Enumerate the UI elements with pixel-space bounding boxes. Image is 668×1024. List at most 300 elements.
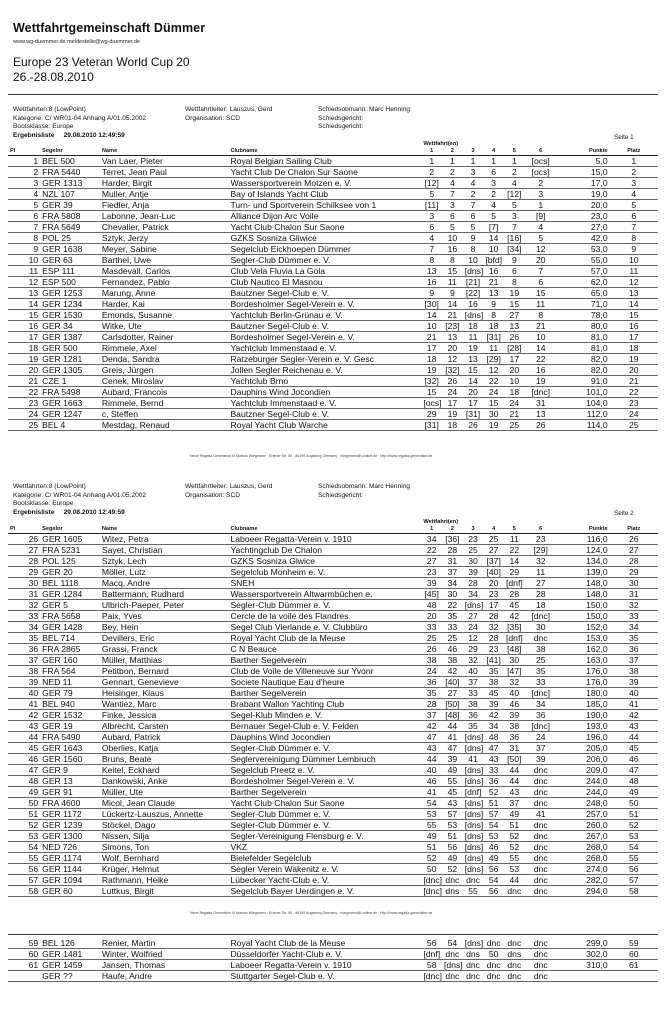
table-row <box>8 666 658 677</box>
sailor-name-cell: Rathmann, Heike <box>100 875 229 886</box>
sailor-name-cell: Finke, Jessica <box>100 710 229 721</box>
race-2-cell: 17 <box>442 398 463 409</box>
rank-cell: 7 <box>610 222 658 233</box>
sail-number-cell: GER 91 <box>40 787 100 798</box>
race-3-cell: 15 <box>463 365 484 376</box>
race-3-cell: 16 <box>463 299 484 310</box>
table-row <box>8 787 658 798</box>
race-3-cell: 10 <box>463 255 484 266</box>
race-3-cell: 3 <box>463 167 484 178</box>
race-6-cell: dnc <box>525 886 557 897</box>
race-5-cell: 52 <box>504 842 525 853</box>
race-3-cell: 14 <box>463 376 484 387</box>
race-2-cell: 12 <box>442 354 463 365</box>
points-cell: 80,0 <box>557 321 610 332</box>
club-cell: Royal Yacht Club de la Meuse <box>228 938 421 949</box>
race-3-cell: [dns] <box>464 798 484 808</box>
race-1-cell: [32] <box>421 376 442 387</box>
race-4-cell: 25 <box>483 534 504 545</box>
points-cell: 42,0 <box>557 233 610 244</box>
rank-cell: 40 <box>610 688 658 699</box>
rank-cell: 48 <box>610 776 658 787</box>
table-row <box>8 310 658 321</box>
place-cell: 34 <box>8 622 40 633</box>
race-3-cell: 1 <box>463 156 484 167</box>
race-3-cell: [22] <box>463 288 484 299</box>
results-table-3 <box>8 938 658 982</box>
race-6-cell: 35 <box>525 666 557 677</box>
place-cell: 53 <box>8 831 40 842</box>
race-1-cell: 13 <box>421 266 442 277</box>
column-header-place: Platz <box>610 525 658 534</box>
race-6-cell: [ocs] <box>525 156 557 167</box>
rank-cell: 47 <box>610 765 658 776</box>
race-5-cell: 6 <box>504 266 525 277</box>
points-cell: 267,0 <box>557 831 610 842</box>
race-6-cell: 37 <box>525 743 557 754</box>
sailor-name-cell: Barthel, Uwe <box>100 255 229 266</box>
race-3-cell: [dns] <box>464 820 484 830</box>
boatclass-info: Bootsklasse: Europe <box>13 500 74 508</box>
place-cell: 9 <box>8 244 40 255</box>
rank-cell: 38 <box>610 666 658 677</box>
race-6-cell: [9] <box>525 211 557 222</box>
race-1-cell: 18 <box>421 354 442 365</box>
software-footnote-2: Neue Regatta Generation III Markus Wiegmann · Erlener Str. 50 · 86199 Augsburg Germany · wiegmann@t-online.de · http://www.regatta-generation.de <box>190 911 433 915</box>
race-4-cell: [bfd] <box>485 255 503 265</box>
rank-cell: 13 <box>610 288 658 299</box>
race-4-cell: 30 <box>483 409 504 420</box>
race-1-cell: [dnc] <box>423 886 443 896</box>
points-cell: 65,0 <box>557 288 610 299</box>
race-6-cell: 12 <box>525 244 557 255</box>
rank-cell: 23 <box>610 398 658 409</box>
race-1-cell: 40 <box>421 765 442 776</box>
points-cell: 101,0 <box>557 387 610 398</box>
race-3-cell: dnc <box>463 960 484 971</box>
race-3-cell: [dns] <box>464 842 484 852</box>
race-2-cell: 15 <box>442 266 463 277</box>
sailor-name-cell: Muller, Antje <box>100 189 229 200</box>
race-5-cell: 43 <box>504 787 525 798</box>
race-2-cell: 2 <box>442 167 463 178</box>
race-2-cell: 34 <box>442 578 463 589</box>
race-5-cell: 26 <box>504 332 525 343</box>
results-label: Ergebnisliste <box>13 508 55 516</box>
race-3-cell: 55 <box>463 886 484 897</box>
race-1-cell: 49 <box>421 831 442 842</box>
points-cell: 299,0 <box>557 938 610 949</box>
rank-cell: 34 <box>610 622 658 633</box>
club-cell: Segler-Club Dümmer e. V. <box>228 809 421 820</box>
club-cell: Segel-Klub Minden e. V. <box>228 710 421 721</box>
table-row <box>8 776 658 787</box>
points-cell: 257,0 <box>557 809 610 820</box>
sail-number-cell: BEL 714 <box>40 633 100 644</box>
race-3-cell: 9 <box>463 233 484 244</box>
race-4-cell: 57 <box>483 809 504 820</box>
table-row <box>8 633 658 644</box>
race-1-cell: 22 <box>421 545 442 556</box>
club-cell: Segelclub Monheim e. V. <box>228 567 421 578</box>
race-3-cell: [dns] <box>464 600 484 610</box>
race-3-cell: 11 <box>463 332 484 343</box>
points-cell: 57,0 <box>557 266 610 277</box>
rank-cell: 37 <box>610 655 658 666</box>
club-cell: Bautzner Segel-Club e. V. <box>228 321 421 332</box>
race-5-cell: 49 <box>504 809 525 820</box>
race-6-cell: 39 <box>525 754 557 765</box>
race-2-cell: 57 <box>442 809 463 820</box>
rank-cell: 17 <box>610 332 658 343</box>
table-row <box>8 534 658 545</box>
race-4-cell: [41] <box>483 655 504 666</box>
race-6-cell: 8 <box>525 310 557 321</box>
sail-number-cell: GER 1247 <box>40 409 100 420</box>
race-2-cell: [36] <box>442 534 463 545</box>
club-cell: Stuttgarter Segel-Club e. V. <box>228 971 421 982</box>
race-1-cell: 10 <box>421 321 442 332</box>
sailor-name-cell: Meyer, Sabine <box>100 244 229 255</box>
race-4-cell: 48 <box>483 732 504 743</box>
race-1-cell: 17 <box>421 343 442 354</box>
race-4-cell: 56 <box>483 886 504 897</box>
race-3-cell: 23 <box>463 534 484 545</box>
club-cell: Bielefelder Segelclub <box>228 853 421 864</box>
table-row <box>8 655 658 666</box>
place-cell: 29 <box>8 567 40 578</box>
race-5-cell: 42 <box>504 611 525 622</box>
race-6-cell: 7 <box>525 266 557 277</box>
club-cell: Barther Segelverein <box>228 787 421 798</box>
category-info: Kategorie: C/ WR01-04 Anhang A/01.05.2002 <box>13 491 147 499</box>
race-1-cell: 26 <box>421 644 442 655</box>
table-row <box>8 233 658 244</box>
sailor-name-cell: Emonds, Susanne <box>100 310 229 321</box>
race-4-cell: 24 <box>483 387 504 398</box>
race-2-cell: 8 <box>442 255 463 266</box>
results-line <box>13 132 146 141</box>
race-5-cell: 15 <box>504 299 525 310</box>
club-cell: Yachtclub Immenstaad e. V. <box>228 343 421 354</box>
race-1-cell: 34 <box>421 534 442 545</box>
sailor-name-cell: Micol, Jean Claude <box>100 798 229 809</box>
race-1-cell: 56 <box>421 938 442 949</box>
place-cell: 4 <box>8 189 40 200</box>
race-4-cell: 32 <box>483 622 504 633</box>
rank-cell: 31 <box>610 589 658 600</box>
place-cell: 33 <box>8 611 40 622</box>
sail-number-cell: GER 160 <box>40 655 100 666</box>
race-3-cell: [dns] <box>464 743 484 753</box>
place-cell: 46 <box>8 754 40 765</box>
sail-number-cell: CZE 1 <box>40 376 100 387</box>
race-1-cell: 6 <box>421 222 442 233</box>
race-1-cell: 23 <box>421 567 442 578</box>
race-3-cell: [dns] <box>464 938 484 948</box>
race-6-cell: 10 <box>525 332 557 343</box>
table-row <box>8 321 658 332</box>
sail-number-cell: FRA 564 <box>40 666 100 677</box>
race-6-cell: dnc <box>525 765 557 776</box>
race-5-cell: 27 <box>504 310 525 321</box>
sail-number-cell: GER 1643 <box>40 743 100 754</box>
race-6-cell: 15 <box>525 288 557 299</box>
race-3-cell: [dnf] <box>464 787 482 797</box>
rank-cell: 32 <box>610 600 658 611</box>
race-5-cell: [50] <box>504 754 525 765</box>
race-4-cell: 11 <box>483 343 504 354</box>
points-cell: 139,0 <box>557 567 610 578</box>
sailor-name-cell: Simons, Ton <box>100 842 229 853</box>
race-6-cell: dnc <box>525 820 557 831</box>
table-row <box>8 288 658 299</box>
column-header-r6: 6 <box>525 525 557 534</box>
race-2-cell: 39 <box>442 754 463 765</box>
place-cell: 20 <box>8 365 40 376</box>
race-4-cell: 3 <box>483 178 504 189</box>
race-6-cell: 6 <box>525 277 557 288</box>
results-table <box>8 938 658 982</box>
race-5-cell: [47] <box>504 666 525 677</box>
race-2-cell: 43 <box>442 798 463 809</box>
sail-number-cell: GER 1281 <box>40 354 100 365</box>
race-1-cell: 41 <box>421 787 442 798</box>
race-1-cell: 44 <box>421 754 442 765</box>
sail-number-cell: GER 1094 <box>40 875 100 886</box>
rank-cell: 36 <box>610 644 658 655</box>
race-2-cell: 21 <box>442 310 463 321</box>
race-5-cell: 51 <box>504 820 525 831</box>
sail-number-cell: GER 1638 <box>40 244 100 255</box>
race-5-cell: 29 <box>504 567 525 578</box>
club-cell: Segler-Club Dümmer e. V. <box>228 743 421 754</box>
race-1-cell: 7 <box>421 244 442 255</box>
race-5-cell: 36 <box>504 732 525 743</box>
rank-cell: 51 <box>610 809 658 820</box>
points-cell: 55,0 <box>557 255 610 266</box>
race-5-cell: 55 <box>504 853 525 864</box>
rank-cell: 59 <box>610 938 658 949</box>
place-cell: 32 <box>8 600 40 611</box>
event-dates: 26.-28.08.2010 <box>13 70 94 84</box>
race-6-cell: dnc <box>525 864 557 875</box>
race-2-cell: 49 <box>442 765 463 776</box>
club-cell: Segler-Vereinigung Flensburg e. V. <box>228 831 421 842</box>
race-4-cell: [40] <box>483 567 504 578</box>
rank-cell: 24 <box>610 409 658 420</box>
place-cell: 49 <box>8 787 40 798</box>
race-2-cell: [48] <box>442 710 463 721</box>
race-4-cell: 53 <box>483 831 504 842</box>
sailor-name-cell: Bruns, Beate <box>100 754 229 765</box>
race-6-cell: 28 <box>525 589 557 600</box>
race-3-cell: 30 <box>463 556 484 567</box>
table-row <box>8 842 658 853</box>
table-row <box>8 156 658 167</box>
club-cell: GZKS Sosniza Glwice <box>228 556 421 567</box>
results-timestamp: 29.08.2010 12:49:59 <box>63 131 125 139</box>
race-2-cell: 35 <box>442 611 463 622</box>
sailor-name-cell: Carlsdotter, Rainer <box>100 332 229 343</box>
points-cell: 302,0 <box>557 949 610 960</box>
race-4-cell: 52 <box>483 787 504 798</box>
sailor-name-cell: Witke, Ute <box>100 321 229 332</box>
race-1-cell: 14 <box>421 310 442 321</box>
race-5-cell: 28 <box>504 589 525 600</box>
race-6-cell: dnc <box>525 798 557 809</box>
column-header-club: Clubname <box>228 525 421 534</box>
place-cell: 41 <box>8 699 40 710</box>
rank-cell: 20 <box>610 365 658 376</box>
club-cell: Segler Verein Wakenitz e. V. <box>228 864 421 875</box>
points-cell: 23,0 <box>557 211 610 222</box>
race-3-cell: [dns] <box>464 809 484 819</box>
sail-number-cell: FRA 5440 <box>40 167 100 178</box>
sail-number-cell: GER 19 <box>40 721 100 732</box>
race-6-cell: dnc <box>525 960 557 971</box>
race-2-cell: 52 <box>442 864 463 875</box>
race-2-cell: [32] <box>442 365 463 376</box>
race-4-cell: 4 <box>483 200 504 211</box>
race-1-cell: 3 <box>421 211 442 222</box>
race-1-cell: 16 <box>421 277 442 288</box>
points-cell: 248,0 <box>557 798 610 809</box>
category-info: Kategorie: C/ WR01-04 Anhang A/01.05.2002 <box>13 114 147 122</box>
points-cell: 78,0 <box>557 310 610 321</box>
table-row <box>8 387 658 398</box>
rank-cell: 60 <box>610 949 658 960</box>
club-cell: Segler-Club Dümmer e. V. <box>228 820 421 831</box>
table-row <box>8 732 658 743</box>
place-cell: 43 <box>8 721 40 732</box>
place-cell: 31 <box>8 589 40 600</box>
sailor-name-cell: Rimmele, Bernd <box>100 398 229 409</box>
place-cell: 1 <box>8 156 40 167</box>
table-row <box>8 798 658 809</box>
table-row <box>8 409 658 420</box>
page-label-1: Seite 1 <box>614 134 634 141</box>
results-line <box>13 509 146 518</box>
races-info: Wettfahrten:8 (LowPoint) <box>13 483 86 490</box>
place-cell: 27 <box>8 545 40 556</box>
organisation: Organisation: SCD <box>185 114 240 122</box>
race-4-cell: 28 <box>483 611 504 622</box>
sailor-name-cell: Luttkus, Birgit <box>100 886 229 897</box>
race-6-cell: 2 <box>525 178 557 189</box>
club-cell: Yachtclub Berlin-Grünau e. V. <box>228 310 421 321</box>
sailor-name-cell: Bey, Hein <box>100 622 229 633</box>
race-1-cell: 25 <box>421 633 442 644</box>
race-2-cell: 4 <box>442 178 463 189</box>
rank-cell: 8 <box>610 233 658 244</box>
sailor-name-cell: Müller, Ute <box>100 787 229 798</box>
rank-cell: 11 <box>610 266 658 277</box>
sailor-name-cell: Rimmele, Axel <box>100 343 229 354</box>
race-2-cell: 47 <box>442 743 463 754</box>
table-row <box>8 600 658 611</box>
club-cell: Bautzner Segel-Club e. V. <box>228 288 421 299</box>
table-row <box>8 211 658 222</box>
club-cell: Societe Nautique Eau d'heure <box>228 677 421 688</box>
table-row <box>8 853 658 864</box>
meta-right-2 <box>318 483 410 500</box>
chief-judge: Schiedsobmann: Marc Henning <box>318 106 410 113</box>
race-5-cell: 30 <box>504 655 525 666</box>
column-header-r4: 4 <box>483 525 504 534</box>
points-cell: 20,0 <box>557 200 610 211</box>
race-4-cell: 46 <box>483 842 504 853</box>
club-cell: Laboeer Regatta-Verein v. 1910 <box>228 960 421 971</box>
sail-number-cell: GER 39 <box>40 200 100 211</box>
sailor-name-cell: Marung, Anne <box>100 288 229 299</box>
race-3-cell: 39 <box>463 567 484 578</box>
race-4-cell: 19 <box>483 420 504 431</box>
sail-number-cell: POL 125 <box>40 556 100 567</box>
sail-number-cell: GER 1560 <box>40 754 100 765</box>
race-5-cell: 18 <box>504 387 525 398</box>
sail-number-cell: NED 726 <box>40 842 100 853</box>
club-cell: Segler-Club Dümmer e. V. <box>228 600 421 611</box>
points-cell: 193,0 <box>557 721 610 732</box>
sail-number-cell: GER 1663 <box>40 398 100 409</box>
race-1-cell: 9 <box>421 288 442 299</box>
race-3-cell: [dns] <box>464 853 484 863</box>
sailor-name-cell: Müller, Matthias <box>100 655 229 666</box>
sailor-name-cell: Grassi, Franck <box>100 644 229 655</box>
place-cell: 5 <box>8 200 40 211</box>
race-1-cell: 50 <box>421 864 442 875</box>
table-row <box>8 244 658 255</box>
race-1-cell: 37 <box>421 710 442 721</box>
club-cell: Bordesholmer Segel-Verein e. V. <box>228 332 421 343</box>
race-2-cell: 28 <box>442 545 463 556</box>
rank-cell: 58 <box>610 886 658 897</box>
race-5-cell: 10 <box>504 376 525 387</box>
column-header-points: Punkte <box>557 525 610 534</box>
points-cell: 268,0 <box>557 853 610 864</box>
sailor-name-cell: Jansen, Thomas <box>100 960 229 971</box>
rank-cell: 39 <box>610 677 658 688</box>
rank-cell: 28 <box>610 556 658 567</box>
table-row <box>8 765 658 776</box>
race-4-cell: 36 <box>483 776 504 787</box>
column-header-sail: Segelnr <box>40 525 100 534</box>
club-cell: VKZ <box>228 842 421 853</box>
sailor-name-cell: Fernandez, Pablo <box>100 277 229 288</box>
place-cell: 39 <box>8 677 40 688</box>
club-cell: Bordesholmer Segel-Verein e. V. <box>228 776 421 787</box>
sailor-name-cell: c, Steffen <box>100 409 229 420</box>
race-5-cell: 8 <box>504 277 525 288</box>
meta-left-1 <box>13 106 146 140</box>
points-cell: 112,0 <box>557 409 610 420</box>
race-6-cell: 32 <box>525 556 557 567</box>
place-cell: 15 <box>8 310 40 321</box>
place-cell: 24 <box>8 409 40 420</box>
rank-cell: 4 <box>610 189 658 200</box>
club-cell: Dauphins Wind Jocondien <box>228 387 421 398</box>
race-1-cell: [11] <box>421 200 442 211</box>
sail-number-cell: FRA 4600 <box>40 798 100 809</box>
race-2-cell: [50] <box>442 699 463 710</box>
race-6-cell: dnc <box>525 853 557 864</box>
race-4-cell: 54 <box>483 875 504 886</box>
points-cell: 153,0 <box>557 633 610 644</box>
column-header-place: Platz <box>610 147 658 156</box>
points-cell: 81,0 <box>557 343 610 354</box>
race-3-cell: 25 <box>463 545 484 556</box>
